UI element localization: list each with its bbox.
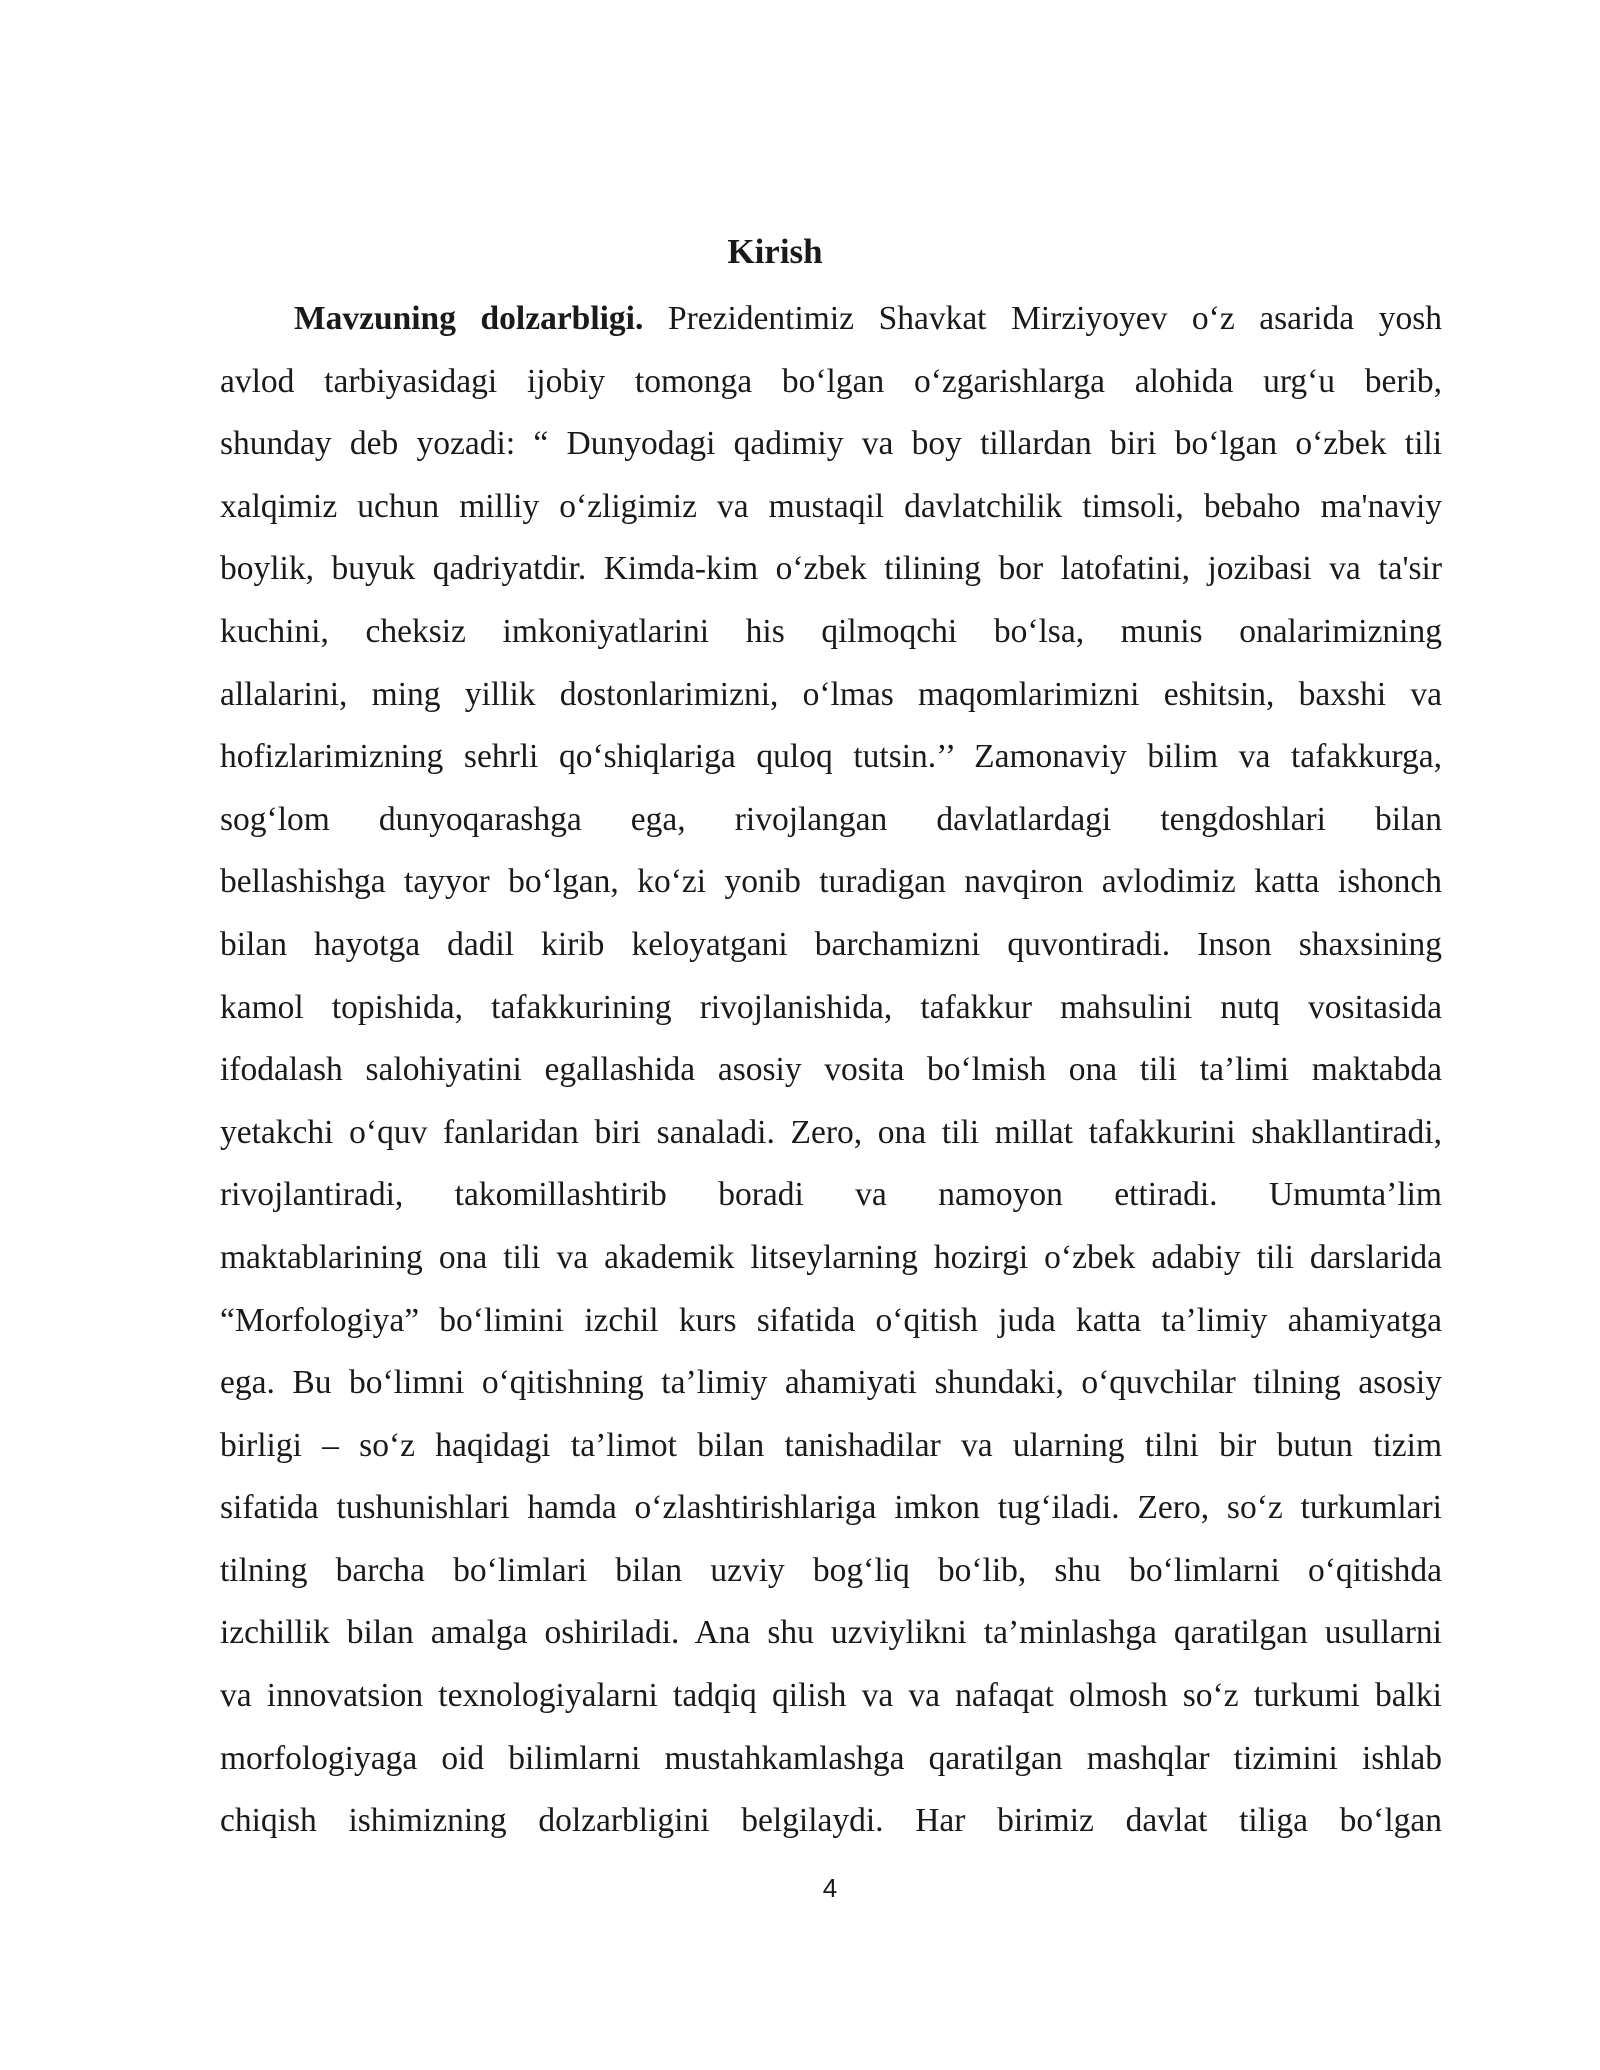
paragraph-line: birligi – so‘z haqidagi ta’limot bilan tanishadilar va ularning tilni bir butun tizim: [220, 1426, 1442, 1464]
paragraph-line: “Morfologiya” bo‘limini izchil kurs sifatida o‘qitish juda katta ta’limiy ahamiyatga: [220, 1301, 1442, 1339]
paragraph-line: ifodalash salohiyatini egallashida asosiy vosita bo‘lmish ona tili ta’limi maktabda: [220, 1051, 1442, 1089]
paragraph-line: [220, 288, 1442, 351]
lead-phrase: Mavzuning dolzarbligi.: [294, 300, 644, 337]
paragraph-line: kamol topishida, tafakkurining rivojlanishida, tafakkur mahsulini nutq vositasida: [220, 988, 1442, 1026]
paragraph-line: izchillik bilan amalga oshiriladi. Ana shu uzviylikni ta’minlashga qaratilgan usullarni: [220, 1614, 1442, 1652]
paragraph-line: chiqish ishimizning dolzarbligini belgilaydi. Har birimiz davlat tiliga bo‘lgan: [220, 1802, 1442, 1840]
paragraph-line: ega. Bu bo‘limni o‘qitishning ta’limiy ahamiyati shundaki, o‘quvchilar tilning asosiy: [220, 1364, 1442, 1402]
paragraph-line: avlod tarbiyasidagi ijobiy tomonga bo‘lgan o‘zgarishlarga alohida urg‘u berib,: [220, 362, 1442, 400]
paragraph-line: boylik, buyuk qadriyatdir. Kimda-kim o‘zbek tilining bor latofatini, jozibasi va ta'sir: [220, 550, 1442, 588]
paragraph-line: sifatida tushunishlari hamda o‘zlashtirishlariga imkon tug‘iladi. Zero, so‘z turkumlari: [220, 1489, 1442, 1527]
paragraph-line: morfologiyaga oid bilimlarni mustahkamlashga qaratilgan mashqlar tizimini ishlab: [220, 1739, 1442, 1777]
paragraph-line: kuchini, cheksiz imkoniyatlarini his qilmoqchi bo‘lsa, munis onalarimizning: [220, 612, 1442, 650]
paragraph-line: shunday deb yozadi: “ Dunyodagi qadimiy va boy tillardan biri bo‘lgan o‘zbek tili: [220, 425, 1442, 463]
line-text: Prezidentimiz Shavkat Mirziyoyev o‘z asarida yosh: [643, 300, 1442, 337]
paragraph-line: xalqimiz uchun milliy o‘zligimiz va mustaqil davlatchilik timsoli, bebaho ma'naviy: [220, 487, 1442, 525]
section-heading: Kirish: [727, 232, 823, 271]
paragraph-line: bilan hayotga dadil kirib keloyatgani barchamizni quvontiradi. Inson shaxsining: [220, 925, 1442, 963]
paragraph-line: va innovatsion texnologiyalarni tadqiq qilish va va nafaqat olmosh so‘z turkumi balki: [220, 1677, 1442, 1715]
body-paragraph: [220, 288, 1442, 1853]
paragraph-line: maktablarining ona tili va akademik litseylarning hozirgi o‘zbek adabiy tili darslarida: [220, 1238, 1442, 1276]
paragraph-line: allalarini, ming yillik dostonlarimizni, o‘lmas maqomlarimizni eshitsin, baxshi va: [220, 675, 1442, 713]
paragraph-line: hofizlarimizning sehrli qo‘shiqlariga quloq tutsin.’’ Zamonaviy bilim va tafakkurga,: [220, 738, 1442, 776]
paragraph-line: rivojlantiradi, takomillashtirib boradi va namoyon ettiradi. Umumta’lim: [220, 1176, 1442, 1214]
paragraph-line: sog‘lom dunyoqarashga ega, rivojlangan davlatlardagi tengdoshlari bilan: [220, 800, 1442, 838]
page-number: 4: [822, 1873, 838, 1903]
paragraph-line: yetakchi o‘quv fanlaridan biri sanaladi. Zero, ona tili millat tafakkurini shakllantiradi,: [220, 1113, 1442, 1151]
paragraph-line: tilning barcha bo‘limlari bilan uzviy bog‘liq bo‘lib, shu bo‘limlarni o‘qitishda: [220, 1551, 1442, 1589]
paragraph-line: bellashishga tayyor bo‘lgan, ko‘zi yonib turadigan navqiron avlodimiz katta ishonch: [220, 863, 1442, 901]
